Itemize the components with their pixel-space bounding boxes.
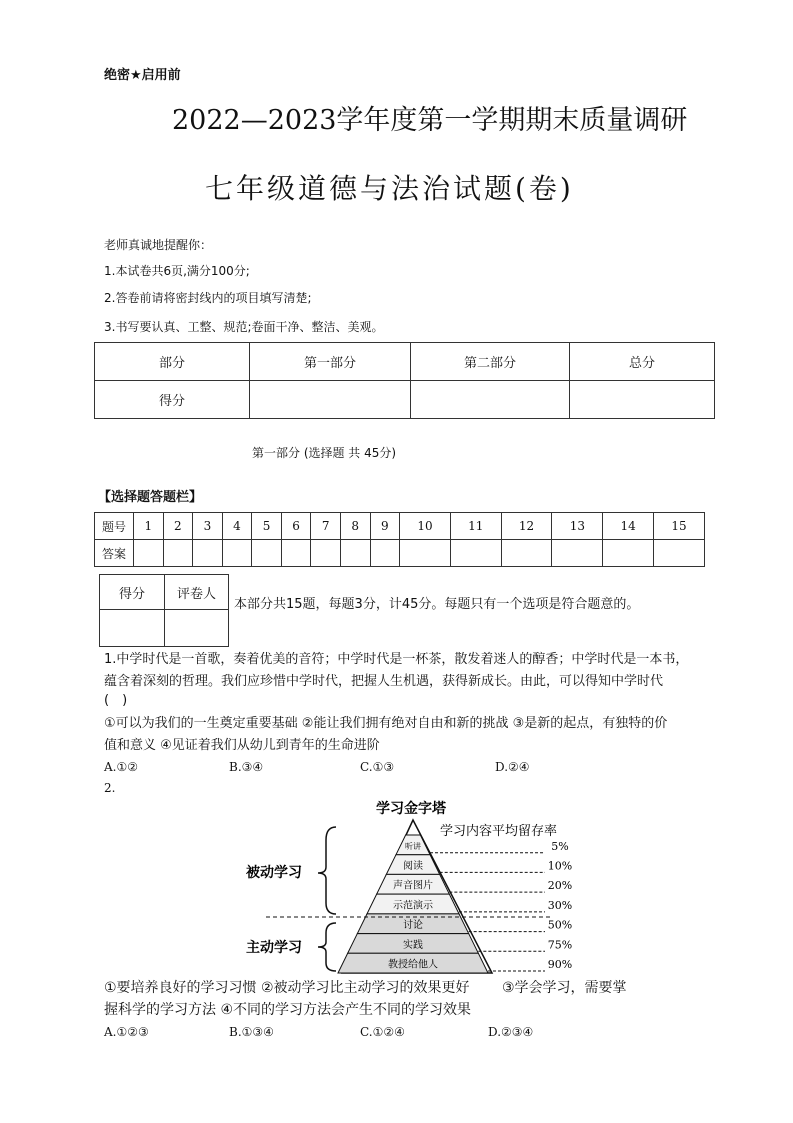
score-header-second: 第二部分 (411, 343, 570, 381)
exam-title-line1: 2022—2023学年度第一学期期末质量调研 (172, 105, 688, 136)
question-number-cell: 3 (193, 513, 223, 540)
question-number-cell: 14 (603, 513, 654, 540)
q1-statements-line1: ①可以为我们的一生奠定重要基础 ②能让我们拥有绝对自由和新的挑战 ③是新的起点，有独特的价 (104, 716, 668, 731)
answer-cell[interactable] (311, 540, 341, 567)
q1-stem-line1: 1.中学时代是一首歌，奏着优美的音符；中学时代是一杯茶，散发着迷人的醇香；中学时代是一本书， (104, 652, 689, 667)
answer-cell[interactable] (603, 540, 654, 567)
answer-table-answer-row (95, 540, 705, 567)
q2-option-b[interactable]: B.①③④ (229, 1025, 274, 1039)
score-cell[interactable] (570, 381, 715, 419)
question-number-cell: 7 (311, 513, 341, 540)
question-number-cell: 6 (281, 513, 311, 540)
q1-option-a[interactable]: A.①② (104, 760, 138, 774)
section1-title: 第一部分 (选择题 共 45分) (252, 446, 397, 460)
exam-title-line2: 七年级道德与法治试题(卷) (205, 172, 574, 205)
answer-cell[interactable] (340, 540, 370, 567)
score-header-first: 第一部分 (250, 343, 411, 381)
answer-cell[interactable] (370, 540, 400, 567)
answer-cell[interactable] (654, 540, 705, 567)
answer-cell[interactable] (134, 540, 164, 567)
answer-cell[interactable] (552, 540, 603, 567)
retention-percent: 30% (547, 898, 573, 912)
q1-option-d[interactable]: D.②④ (495, 760, 530, 774)
answer-cell[interactable] (450, 540, 501, 567)
q2-option-c[interactable]: C.①②④ (360, 1025, 405, 1039)
answer-bar-title: 【选择题答题栏】 (98, 490, 203, 505)
q1-option-c[interactable]: C.①③ (360, 760, 395, 774)
grader-table (99, 574, 229, 647)
pyramid-layer-label: 教授给他人 (388, 959, 438, 971)
grader-name-header: 评卷人 (165, 575, 229, 610)
answer-cell[interactable] (252, 540, 282, 567)
passive-learning-label: 被动学习 (246, 865, 302, 881)
question-number-cell: 2 (163, 513, 193, 540)
grader-name-cell[interactable] (165, 610, 229, 647)
answer-label: 答案 (95, 540, 134, 567)
q2-statements-line2: 握科学的学习方法 ④不同的学习方法会产生不同的学习效果 (104, 1002, 471, 1018)
passive-brace (318, 827, 336, 914)
q2-option-d[interactable]: D.②③④ (488, 1025, 534, 1039)
score-row-label: 得分 (95, 381, 250, 419)
answer-number-label: 题号 (95, 513, 134, 540)
learning-pyramid-figure (240, 795, 600, 980)
reminder-item-1: 1.本试卷共6页,满分100分; (104, 264, 250, 278)
grader-score-cell[interactable] (100, 610, 165, 647)
question-number-cell: 11 (450, 513, 501, 540)
q1-option-b[interactable]: B.③④ (229, 760, 264, 774)
score-table-score-row (95, 381, 715, 419)
grader-score-header: 得分 (100, 575, 165, 610)
question-number-cell: 15 (654, 513, 705, 540)
answer-table (94, 512, 705, 567)
pyramid-layer-label: 听讲 (405, 842, 421, 852)
score-cell[interactable] (411, 381, 570, 419)
retention-percent: 5% (551, 839, 569, 853)
pyramid-layer-label: 示范演示 (393, 900, 433, 912)
section1-instruction: 本部分共15题，每题3分，计45分。每题只有一个选项是符合题意的。 (234, 597, 640, 612)
question-number-cell: 5 (252, 513, 282, 540)
secret-label: 绝密★启用前 (104, 68, 181, 83)
q1-statements-line2: 值和意义 ④见证着我们从幼儿到青年的生命进阶 (104, 738, 380, 753)
answer-cell[interactable] (222, 540, 252, 567)
pyramid-layer-label: 实践 (403, 939, 423, 951)
q1-stem-line2: 蕴含着深刻的哲理。我们应珍惜中学时代，把握人生机遇，获得新成长。由此，可以得知中学时代 (104, 674, 664, 689)
question-number-cell: 4 (222, 513, 252, 540)
answer-cell[interactable] (193, 540, 223, 567)
retention-percent: 10% (547, 859, 573, 873)
retention-percent: 50% (547, 918, 573, 932)
question-number-cell: 10 (400, 513, 451, 540)
score-table (94, 342, 715, 419)
pyramid-layer-label: 阅读 (403, 860, 423, 872)
score-header-part: 部分 (95, 343, 250, 381)
score-cell[interactable] (250, 381, 411, 419)
q2-number: 2. (104, 781, 116, 795)
pyramid-layer-label: 讨论 (403, 920, 423, 932)
q1-stem-line3: ( ) (104, 693, 128, 708)
q2-statements-line1: ①要培养良好的学习习惯 ②被动学习比主动学习的效果更好 ③学会学习，需要掌 (104, 980, 627, 996)
answer-cell[interactable] (163, 540, 193, 567)
answer-table-number-row (95, 513, 705, 540)
active-learning-label: 主动学习 (246, 940, 302, 956)
question-number-cell: 12 (501, 513, 552, 540)
score-table-header-row (95, 343, 715, 381)
question-number-cell: 9 (370, 513, 400, 540)
pyramid-title: 学习金字塔 (376, 801, 446, 817)
score-header-total: 总分 (570, 343, 715, 381)
pyramid-layer-label: 声音图片 (393, 880, 433, 892)
retention-title: 学习内容平均留存率 (440, 824, 558, 839)
reminder-intro: 老师真诚地提醒你： (104, 238, 213, 252)
reminder-item-3: 3.书写要认真、工整、规范;卷面干净、整洁、美观。 (104, 320, 384, 334)
answer-cell[interactable] (501, 540, 552, 567)
question-number-cell: 1 (134, 513, 164, 540)
q2-option-a[interactable]: A.①②③ (104, 1025, 149, 1039)
answer-cell[interactable] (400, 540, 451, 567)
reminder-item-2: 2.答卷前请将密封线内的项目填写清楚; (104, 291, 312, 305)
retention-percent: 20% (547, 879, 573, 893)
retention-percent: 90% (547, 958, 573, 972)
question-number-cell: 8 (340, 513, 370, 540)
active-brace (318, 923, 336, 971)
question-number-cell: 13 (552, 513, 603, 540)
answer-cell[interactable] (281, 540, 311, 567)
retention-percent: 75% (547, 938, 573, 952)
